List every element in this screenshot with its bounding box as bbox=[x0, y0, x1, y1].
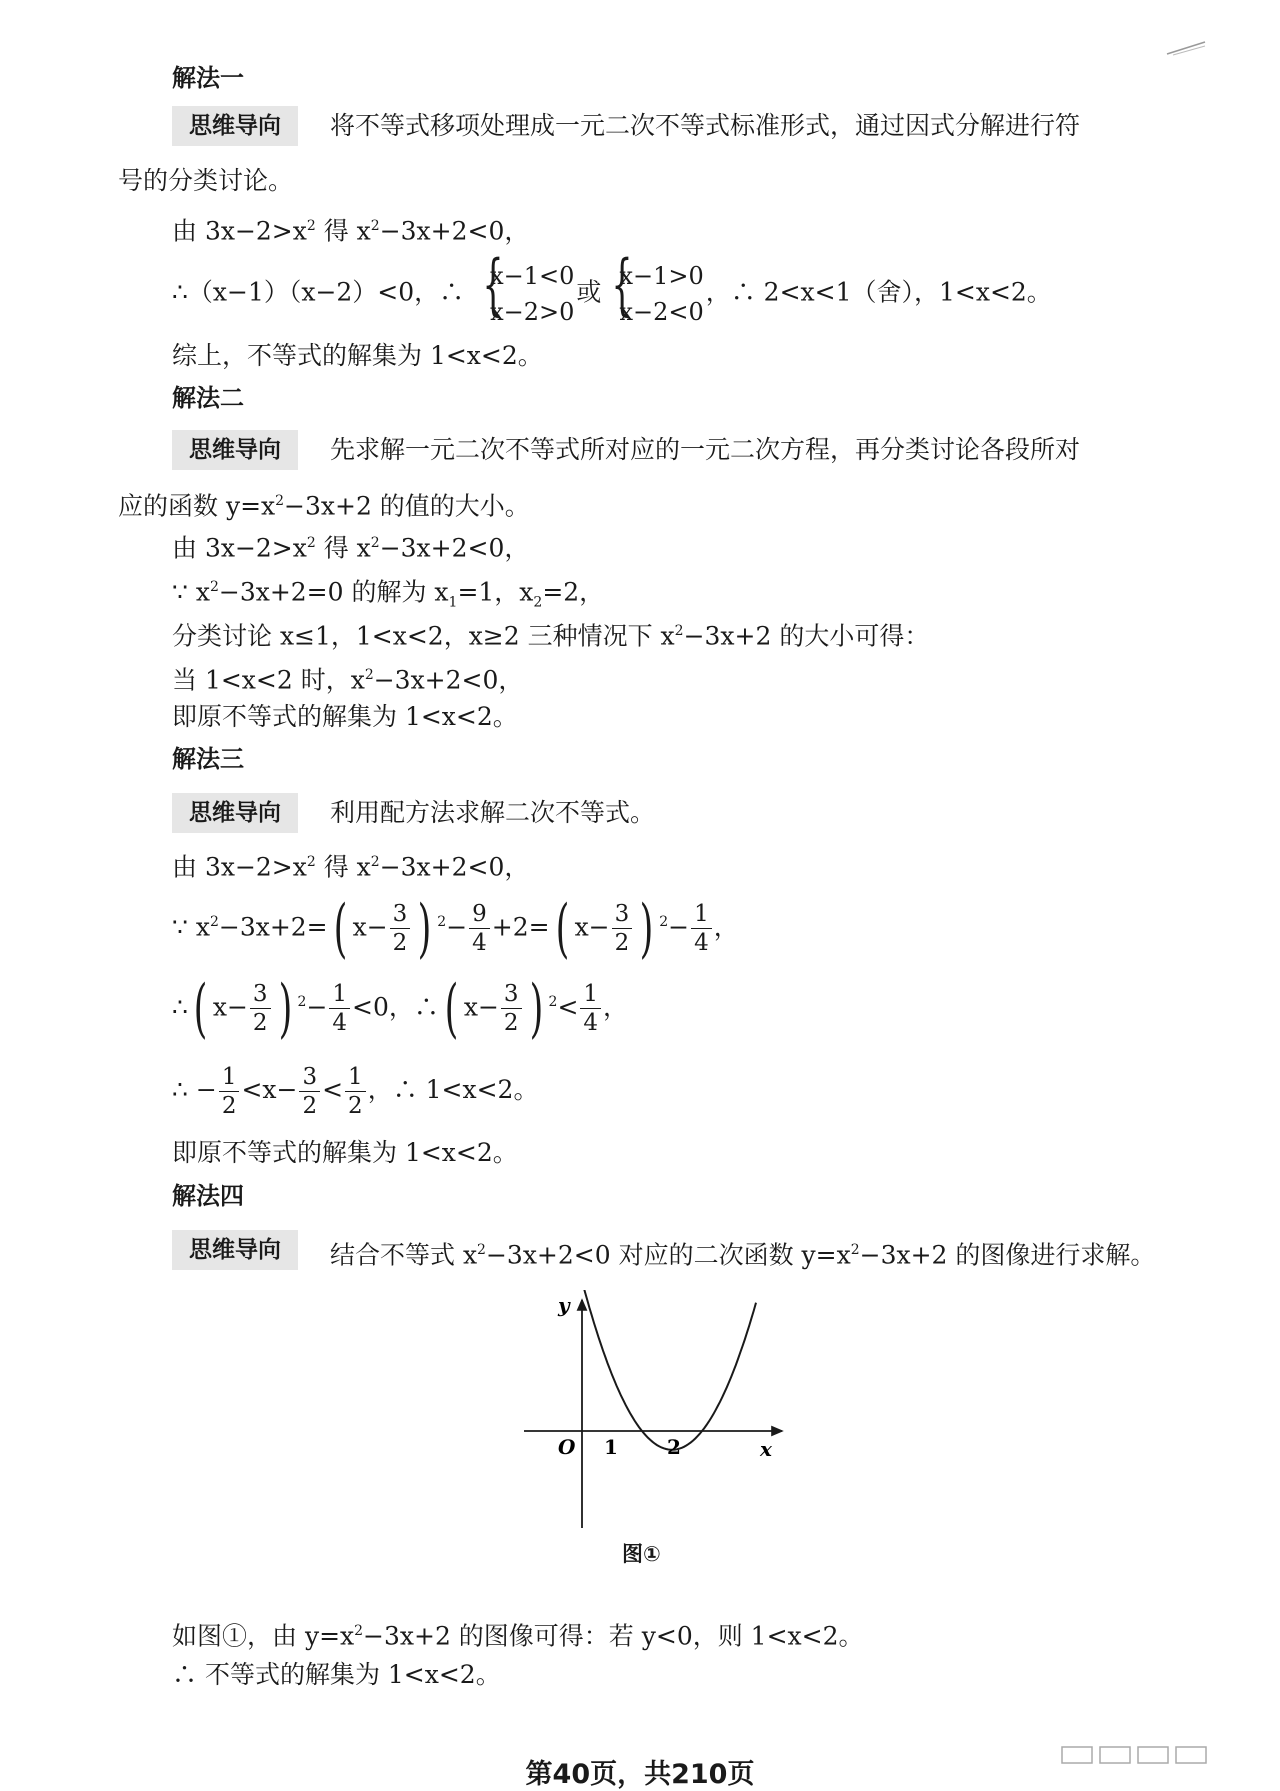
method4-guide: 结合不等式 $x^2-3x+2<0$ 对应的二次函数 $y=x^2-3x+2$ 的图像进行求解。 bbox=[330, 1240, 1156, 1270]
method3-heading: 解法三 bbox=[172, 745, 244, 773]
method3-step3: ∴( x− $\frac{3}{2}$ ) $^2$− $\frac{1}{4}$ <0，∴( x− $\frac{3}{2}$ ) $^2$< $\frac{1}{4}$ ， bbox=[172, 971, 629, 1046]
method2-conclusion: 即原不等式的解集为 1<x<2。 bbox=[172, 702, 518, 731]
corner-mark-icon bbox=[1165, 40, 1207, 56]
method2-step1: 由 $3x-2>x^2$ 得 $x^2-3x+2<0$， bbox=[172, 533, 530, 563]
x-tick-1: 1 bbox=[604, 1435, 618, 1459]
method2-guide-line1: 先求解一元二次不等式所对应的一元二次方程，再分类讨论各段所对 bbox=[330, 435, 1081, 464]
method2-step2: ∵ $x^2-3x+2=0$ 的解为 $x_1=1$，$x_2=2$， bbox=[172, 577, 605, 611]
origin-label: O bbox=[558, 1435, 576, 1459]
method1-guide-line2: 号的分类讨论。 bbox=[118, 166, 294, 195]
y-axis-label: y bbox=[558, 1293, 570, 1317]
method2-guide-line2: 应的函数 $y=x^2-3x+2$ 的值的大小。 bbox=[118, 491, 530, 521]
method3-badge: 思维导向 bbox=[172, 793, 298, 833]
parabola-graph bbox=[520, 1290, 790, 1530]
x-tick-2: 2 bbox=[667, 1435, 681, 1459]
method4-step1: 如图①，由 $y=x^2-3x+2$ 的图像可得：若 y<0，则 1<x<2。 bbox=[172, 1621, 864, 1651]
method1-conclusion: 综上，不等式的解集为 1<x<2。 bbox=[172, 341, 543, 370]
method2-step3: 分类讨论 x≤1，1<x<2，x≥2 三种情况下 $x^2-3x+2$ 的大小可得： bbox=[172, 621, 930, 651]
method1-guide-line1: 将不等式移项处理成一元二次不等式标准形式，通过因式分解进行符 bbox=[330, 111, 1081, 140]
method3-guide: 利用配方法求解二次不等式。 bbox=[330, 798, 656, 827]
inequality-system-2: { x−1>0 x−2<0 bbox=[611, 246, 704, 326]
parabola-curve bbox=[576, 1290, 756, 1450]
method3-step4: ∴ − $\frac{1}{2}$ <x− $\frac{3}{2}$ < $\frac{1}{2}$ ，∴ 1<x<2。 bbox=[172, 1064, 539, 1119]
method1-heading: 解法一 bbox=[172, 64, 244, 92]
method2-step4: 当 1<x<2 时，$x^2-3x+2<0$， bbox=[172, 665, 524, 695]
page-number-footer: 第40页，共210页 bbox=[525, 1759, 755, 1790]
method1-step1: 由 $3x-2>x^2$ 得 $x^2-3x+2<0$， bbox=[172, 216, 530, 246]
x-axis-label: x bbox=[760, 1437, 772, 1461]
method4-badge: 思维导向 bbox=[172, 1230, 298, 1270]
method2-badge: 思维导向 bbox=[172, 430, 298, 470]
figure-caption: 图① bbox=[622, 1542, 661, 1566]
method2-heading: 解法二 bbox=[172, 384, 244, 412]
method3-step2: ∵ $x^2-3x+2=$( x− $\frac{3}{2}$ ) $^2$− $\frac{9}{4}$ +2=( x− $\frac{3}{2}$ ) $^2$− $\frac{1}{4}$ ， bbox=[172, 891, 739, 966]
method3-conclusion: 即原不等式的解集为 1<x<2。 bbox=[172, 1138, 518, 1167]
method1-step2: ∴（x−1）（x−2）<0，∴ { x−1<0 x−2>0 或 { x−1>0 x−2<0 ，∴ 2<x<1（舍），1<x<2。 bbox=[172, 258, 1052, 330]
method4-heading: 解法四 bbox=[172, 1182, 244, 1210]
method3-step1: 由 $3x-2>x^2$ 得 $x^2-3x+2<0$， bbox=[172, 852, 530, 882]
inequality-system-1: { x−1<0 x−2>0 bbox=[482, 246, 575, 326]
method4-conclusion: ∴ 不等式的解集为 1<x<2。 bbox=[172, 1660, 501, 1689]
method1-badge: 思维导向 bbox=[172, 106, 298, 146]
